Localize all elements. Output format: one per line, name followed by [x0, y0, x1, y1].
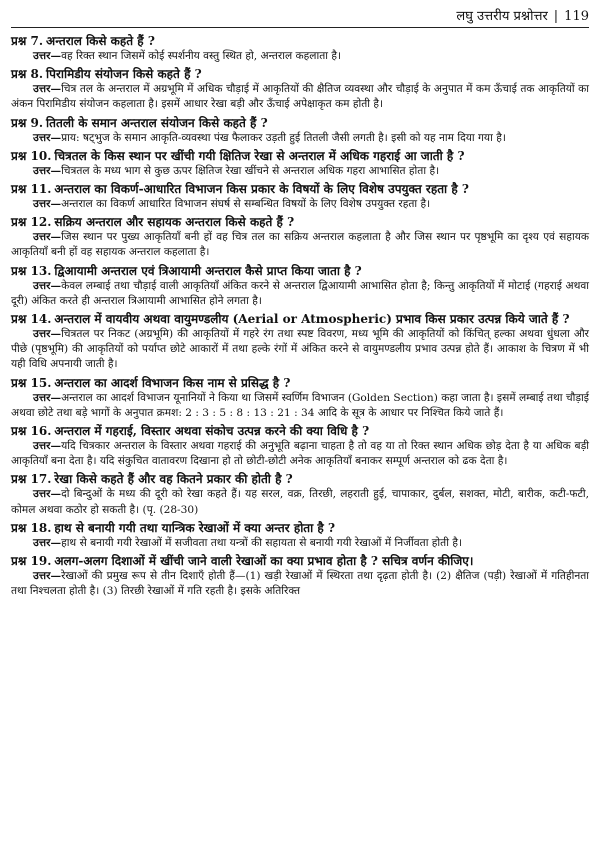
- question: प्रश्न 17. रेखा किसे कहते हैं और वह कितने प्रकार की होती है ?: [11, 472, 293, 487]
- question: प्रश्न 12. सक्रिय अन्तराल और सहायक अन्तराल किसे कहते हैं ?: [11, 215, 295, 230]
- answer: उत्तर—चित्रतल के मध्य भाग से कुछ ऊपर क्षितिज रेखा खींचने से अन्तराल अधिक गहरा आभासित होता है।: [33, 164, 440, 177]
- running-header: [11, 6, 589, 28]
- question: प्रश्न 13. द्विआयामी अन्तराल एवं त्रिआयामी अन्तराल कैसे प्राप्त किया जाता है ?: [11, 263, 362, 278]
- question: प्रश्न 11. अन्तराल का विकर्ण-आधारित विभाजन किस प्रकार के विषयों के लिए विशेष उपयुक्त रहता है ?: [11, 182, 469, 197]
- question: प्रश्न 18. हाथ से बनायी गयी तथा यान्त्रिक रेखाओं में क्या अन्तर होता है ?: [11, 520, 336, 535]
- qa-item: [11, 33, 589, 64]
- answer: उत्तर—यदि चित्रकार अन्तराल के विस्तार अथवा गहराई की अनुभूति बढ़ाना चाहता है तो वह या तो रिक्त स्थान अधिक छोड़ देता है या अधिक बड़ी आकृतियाँ बना देता है। यदि संकुचित वातावरण दिखाना हो तो छोटी-छोटी अनेक आकृतियाँ बनाकर सम्पूर्ण अन्तराल को ढक देता है।: [11, 440, 589, 468]
- qa-item: [11, 263, 589, 309]
- header-title: लघु उत्तरीय प्रश्नोत्तर: [456, 9, 548, 24]
- qa-item: [11, 214, 589, 260]
- qa-item: [11, 115, 589, 146]
- question: प्रश्न 15. अन्तराल का आदर्श विभाजन किस नाम से प्रसिद्ध है ?: [11, 375, 291, 390]
- answer: उत्तर—केवल लम्बाई तथा चौड़ाई वाली आकृतियाँ अंकित करने से अन्तराल द्विआयामी आभासित होता है; किन्तु आकृतियों में मोटाई (गहराई अथवा दूरी) अंकित करते ही अन्तराल त्रिआयामी आभासित होने लगता है।: [11, 279, 589, 307]
- question: प्रश्न 9. तितली के समान अन्तराल संयोजन किसे कहते हैं ?: [11, 115, 268, 130]
- answer: उत्तर—हाथ से बनायी गयी रेखाओं में सजीवता तथा यन्त्रों की सहायता से बनायी गयी रेखाओं में निर्जीवता होती है।: [33, 536, 462, 549]
- page-number: 119: [564, 9, 589, 24]
- qa-list: [11, 33, 589, 599]
- answer: उत्तर—चित्रतल पर निकट (अग्रभूमि) की आकृतियों में गहरे रंग तथा स्पष्ट विवरण, मध्य भूमि की आकृतियों को किंचित् हल्का अथवा धुंधला और पीछे (पृष्ठभूमि) की आकृतियों को पर्याप्त छोटे आकारों में तथा हल्के रंगों में अंकित करने से वायुमण्डलीय प्रभाव उत्पन्न होते हैं। आकाश के चित्रण में भी यही विधि अपनायी जाती है।: [11, 328, 589, 371]
- qa-item: [11, 423, 589, 469]
- question: प्रश्न 19. अलग-अलग दिशाओं में खींची जाने वाली रेखाओं का क्या प्रभाव होता है ? सचित्र वर्णन कीजिए।: [11, 554, 474, 569]
- answer: उत्तर—चित्र तल के अन्तराल में अग्रभूमि में अधिक चौड़ाई में आकृतियों की क्षैतिज व्यवस्था और चौड़ाई के अनुपात में कम ऊँचाई तक आकृतियों का अंकन पिरामिडीय संयोजन कहलाता है। इसमें आधार रेखा बड़ी और ऊँचाई अपेक्षाकृत कम होती है।: [11, 83, 589, 111]
- question: प्रश्न 10. चित्रतल के किस स्थान पर खींची गयी क्षितिज रेखा से अन्तराल में अधिक गहराई आ जाती है ?: [11, 148, 465, 163]
- qa-item: [11, 66, 589, 112]
- answer: उत्तर—वह रिक्त स्थान जिसमें कोई स्पर्शनीय वस्तु स्थित हो, अन्तराल कहलाता है।: [33, 50, 342, 62]
- answer: उत्तर—जिस स्थान पर पुख्य आकृतियाँ बनी हों वह चित्र तल का सक्रिय अन्तराल कहलाता है और जिस स्थान पर पृष्ठभूमि का दृश्य एवं सहायक आकृतियाँ बनी हों वह सहायक अन्तराल कहलाता है।: [11, 231, 589, 259]
- answer: उत्तर—अन्तराल का आदर्श विभाजन यूनानियों ने किया था जिसमें स्वर्णिम विभाजन (Golden Section) कहा जाता है। इसमें लम्बाई तथा चौड़ाई अथवा छोटे तथा बड़े भागों के अनुपात क्रमश: 2 : 3 : 5 : 8 : 13 : 21 : 34 आदि के सूत्र के आधार पर निश्चित किये जाते हैं।: [11, 391, 589, 419]
- answer: उत्तर—रेखाओं की प्रमुख रूप से तीन दिशाएँ होती हैं—(1) खड़ी रेखाओं में स्थिरता तथा दृढ़ता होती है। (2) क्षैतिज (पड़ी) रेखाओं में गतिहीनता तथा निश्चलता होती है। (3) तिरछी रेखाओं में गति रहती है। इसके अतिरिक्त: [11, 570, 589, 598]
- qa-item: [11, 520, 589, 551]
- qa-item: [11, 471, 589, 517]
- qa-item: [11, 181, 589, 212]
- qa-item: [11, 311, 589, 373]
- question: प्रश्न 16. अन्तराल में गहराई, विस्तार अथवा संकोच उत्पन्न करने की क्या विधि है ?: [11, 424, 370, 439]
- question: प्रश्न 8. पिरामिडीय संयोजन किसे कहते हैं ?: [11, 67, 202, 82]
- answer: उत्तर—प्राय: षट्भुज के समान आकृति-व्यवस्था पंख फैलाकर उड़ती हुई तितली जैसी लगती है। इसी को यह नाम दिया गया है।: [33, 131, 506, 144]
- answer: उत्तर—अन्तराल का विकर्ण आधारित विभाजन संघर्ष से सम्बन्धित विषयों के लिए विशेष उपयुक्त रहता है।: [33, 198, 431, 211]
- qa-item: [11, 553, 589, 599]
- qa-item: [11, 148, 589, 179]
- question: प्रश्न 7. अन्तराल किसे कहते हैं ?: [11, 34, 155, 48]
- qa-item: [11, 375, 589, 421]
- question: प्रश्न 14. अन्तराल में वायवीय अथवा वायुमण्डलीय (Aerial or Atmospheric) प्रभाव किस प्रकार उत्पन्न किये जाते हैं ?: [11, 312, 570, 327]
- answer: उत्तर—दो बिन्दुओं के मध्य की दूरी को रेखा कहते हैं। यह सरल, वक्र, तिरछी, लहराती हुई, चापाकार, दुर्बल, सशक्त, मोटी, बारीक, कटी-फटी, कोमल अथवा कठोर हो सकती है। (पृ. (28-30): [11, 488, 589, 516]
- header-separator: |: [553, 9, 559, 24]
